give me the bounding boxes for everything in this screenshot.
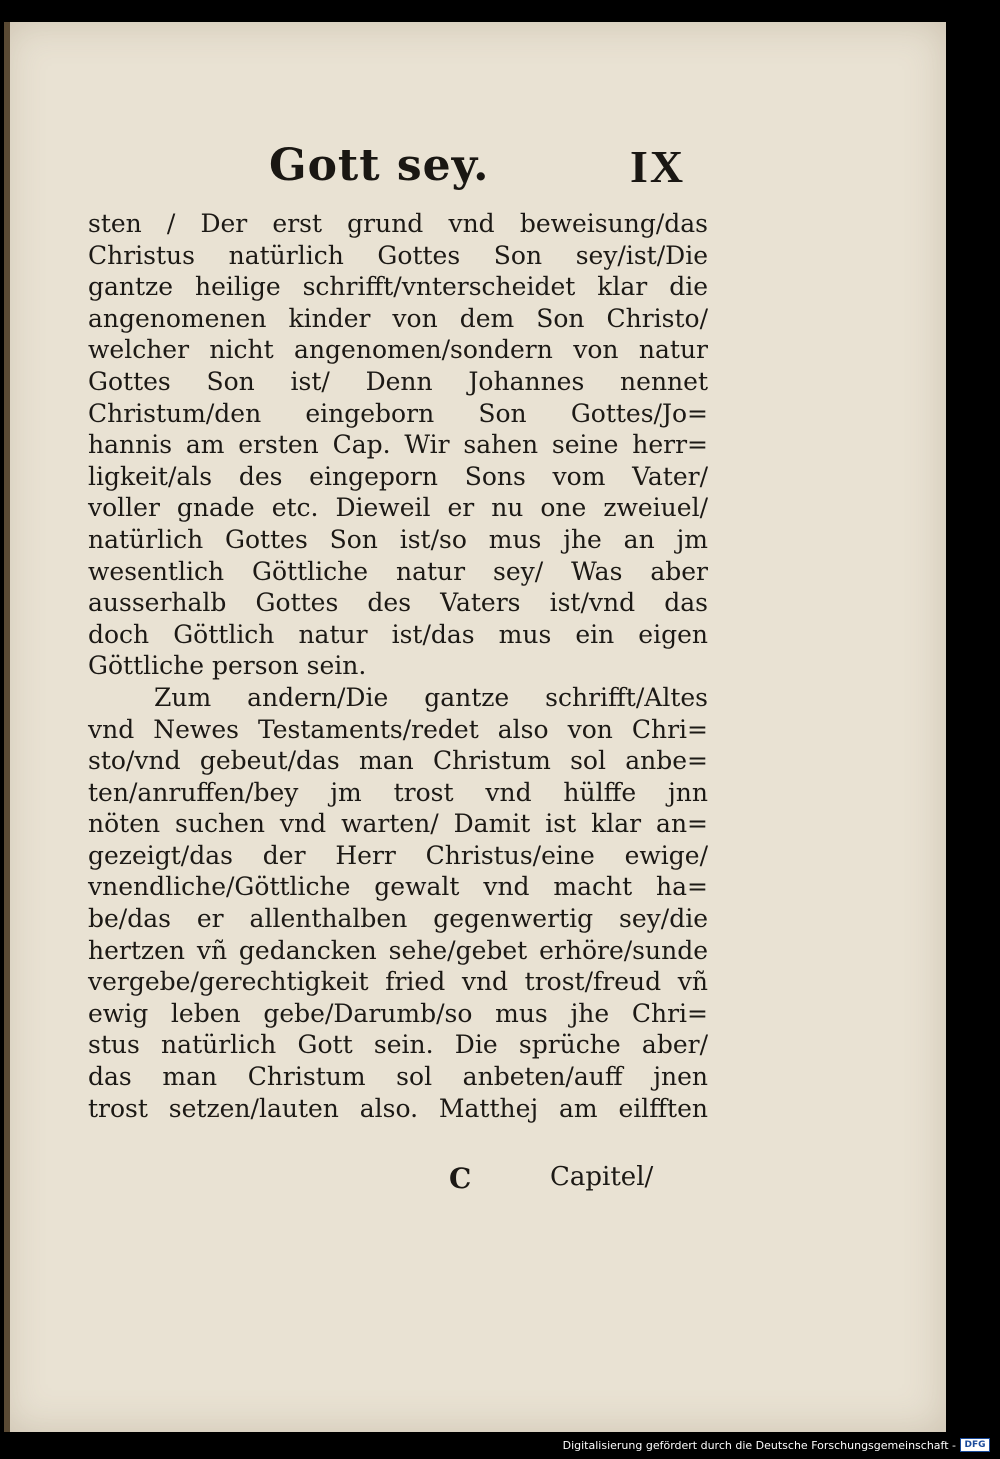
text-line: angenomenen kinder von dem Son Christo/ <box>88 303 708 333</box>
page-spine-edge <box>4 22 10 1432</box>
text-line: ausserhalb Gottes des Vaters ist/vnd das <box>88 588 708 618</box>
running-title: Gott sey. <box>269 140 490 191</box>
text-line: Christum/den eingeborn Son Gottes/Jo= <box>88 398 708 428</box>
text-line: ten/anruffen/bey jm trost vnd hülffe jnn <box>88 777 708 807</box>
text-line: welcher nicht angenomen/sondern von natur <box>88 335 708 365</box>
text-line: doch Göttlich natur ist/das mus ein eigen <box>88 619 708 649</box>
dfg-logo-icon <box>960 1438 990 1452</box>
text-line: trost setzen/lauten also. Matthej am eilfften <box>88 1093 708 1123</box>
text-line: gezeigt/das der Herr Christus/eine ewige/ <box>88 840 708 870</box>
folio-number: IX <box>630 141 686 192</box>
page-footer <box>4 1162 946 1202</box>
text-line: hertzen vñ gedancken sehe/gebet erhöre/sunde <box>88 935 708 965</box>
text-line: vnendliche/Göttliche gewalt vnd macht ha= <box>88 872 708 902</box>
text-line: ligkeit/als des eingeporn Sons vom Vater/ <box>88 461 708 491</box>
text-line: natürlich Gottes Son ist/so mus jhe an jm <box>88 524 708 554</box>
text-line: voller gnade etc. Dieweil er nu one zweiuel/ <box>88 493 708 523</box>
text-line: sto/vnd gebeut/das man Christum sol anbe= <box>88 746 708 776</box>
text-line: wesentlich Göttliche natur sey/ Was aber <box>88 556 708 586</box>
text-block <box>88 208 708 1124</box>
text-line: stus natürlich Gott sein. Die sprüche aber/ <box>88 1030 708 1060</box>
text-line: das man Christum sol anbeten/auff jnen <box>88 1062 708 1092</box>
page-header <box>4 140 946 200</box>
text-line: vnd Newes Testaments/redet also von Chri= <box>88 714 708 744</box>
text-line: gantze heilige schrifft/vnterscheidet klar die <box>88 272 708 302</box>
catchword: Capitel/ <box>550 1162 654 1192</box>
text-line-indent: Zum andern/Die gantze schrifft/Altes <box>154 682 708 712</box>
text-line: Christus natürlich Gottes Son sey/ist/Die <box>88 240 708 270</box>
text-line: Gottes Son ist/ Denn Johannes nennet <box>88 366 708 396</box>
text-line: Göttliche person sein. <box>88 651 367 681</box>
text-line: ewig leben gebe/Darumb/so mus jhe Chri= <box>88 998 708 1028</box>
text-line: nöten suchen vnd warten/ Damit ist klar an= <box>88 809 708 839</box>
text-line: hannis am ersten Cap. Wir sahen seine herr= <box>88 430 708 460</box>
dfg-logo-label: DFG <box>964 1440 986 1450</box>
text-line: sten / Der erst grund vnd beweisung/das <box>88 209 708 238</box>
funding-credit: Digitalisierung gefördert durch die Deutsche Forschungsgemeinschaft - <box>562 1439 956 1452</box>
book-page <box>4 22 946 1432</box>
signature-mark: C <box>449 1162 472 1195</box>
credit-bar <box>0 1433 1000 1459</box>
text-line: vergebe/gerechtigkeit fried vnd trost/freud vñ <box>88 967 708 997</box>
text-line: be/das er allenthalben gegenwertig sey/die <box>88 904 708 934</box>
